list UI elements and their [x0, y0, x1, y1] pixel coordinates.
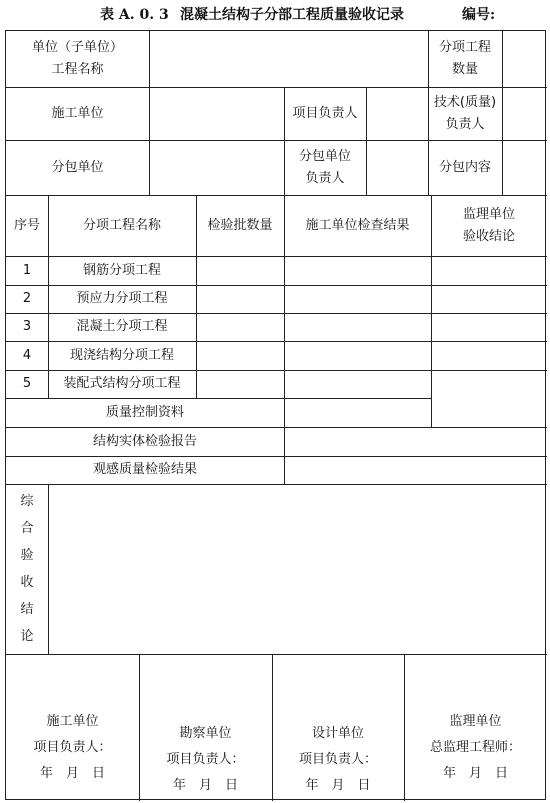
col-header-no: 序号: [13, 217, 40, 233]
sub-manager-value[interactable]: [366, 140, 428, 195]
entity-report-label: 结构实体检验报告: [92, 433, 197, 449]
row-name: 钢筋分项工程: [82, 262, 161, 278]
subitem-count-value[interactable]: [502, 31, 547, 87]
subcontractor-value[interactable]: [149, 140, 284, 195]
tech-manager-label: [428, 87, 502, 140]
signature-unit: 监理单位: [449, 714, 502, 729]
project-manager-value[interactable]: [366, 87, 428, 140]
row-name: 装配式结构分项工程: [63, 376, 181, 391]
sub-manager-line2: 负责人: [305, 170, 345, 186]
row-name: 现浇结构分项工程: [69, 347, 174, 363]
appearance-label: 观感质量检验结果: [92, 462, 197, 477]
sub-manager-label: [284, 140, 366, 195]
table-number: 表 A. 0. 3: [100, 7, 169, 23]
conclusion-area[interactable]: [48, 484, 547, 654]
signature-supervision: [404, 654, 547, 801]
sub-content-value[interactable]: [502, 140, 547, 195]
unit-name-label: [6, 31, 149, 87]
row-no: 3: [22, 319, 32, 334]
signature-role: 项目负责人：: [33, 740, 112, 755]
table-title: [0, 0, 550, 30]
conclusion-char: 收: [20, 575, 34, 590]
project-manager-label: 项目负责人: [292, 105, 358, 121]
signature-role: 项目负责人：: [298, 752, 377, 767]
quality-docs-label: 质量控制资料: [105, 404, 184, 420]
sub-content-label: 分包内容: [438, 159, 491, 175]
signature-contractor: [6, 654, 139, 801]
signature-unit: 设计单位: [311, 726, 364, 741]
row-no: 4: [22, 347, 32, 363]
contractor-label: 施工单位: [51, 105, 104, 121]
acceptance-table: [5, 30, 546, 800]
col-header-batches: 检验批数量: [207, 217, 273, 233]
signature-role: 项目负责人：: [166, 752, 245, 767]
subitem-count-label: [428, 31, 502, 87]
conclusion-char: 合: [20, 521, 34, 536]
row-no: 1: [22, 262, 32, 278]
subitem-count-line1: 分项工程: [438, 40, 491, 55]
tech-manager-line2: 负责人: [445, 116, 485, 132]
col-header-check-result: 施工单位检查结果: [305, 217, 410, 233]
signature-survey: [139, 654, 272, 801]
row-no: 5: [22, 376, 32, 391]
conclusion-label: [6, 484, 48, 654]
col-header-supervision-line1: 监理单位: [462, 206, 515, 222]
conclusion-char: 验: [20, 548, 34, 563]
tech-manager-value[interactable]: [502, 87, 547, 140]
signature-unit: 施工单位: [46, 714, 99, 729]
conclusion-char: 论: [20, 629, 34, 644]
unit-name-value[interactable]: [149, 31, 428, 87]
signature-date: 年 月 日: [305, 778, 371, 793]
signature-unit: 勘察单位: [179, 726, 232, 741]
row-no: 2: [22, 291, 32, 306]
conclusion-char: 综: [20, 494, 34, 509]
row-name: 预应力分项工程: [76, 291, 168, 306]
subcontractor-label: 分包单位: [51, 159, 104, 175]
contractor-value[interactable]: [149, 87, 284, 140]
conclusion-char: 结: [20, 602, 34, 617]
unit-name-label-line2: 工程名称: [51, 62, 104, 77]
tech-manager-line1: 技术(质量): [433, 94, 497, 110]
signature-date: 年 月 日: [39, 766, 105, 781]
table-name: 混凝土结构子分部工程质量验收记录: [180, 7, 404, 23]
col-header-name: 分项工程名称: [82, 217, 161, 233]
code-label: 编号:: [462, 7, 496, 23]
col-header-supervision: [431, 195, 547, 256]
col-header-supervision-line2: 验收结论: [462, 228, 515, 244]
signature-role: 总监理工程师：: [429, 740, 521, 755]
signature-date: 年 月 日: [172, 778, 238, 793]
sub-manager-line1: 分包单位: [298, 148, 351, 164]
signature-date: 年 月 日: [442, 766, 508, 781]
signature-design: [272, 654, 404, 801]
subitem-count-line2: 数量: [451, 62, 478, 77]
row-name: 混凝土分项工程: [76, 319, 168, 334]
unit-name-label-line1: 单位（子单位）: [31, 40, 123, 55]
